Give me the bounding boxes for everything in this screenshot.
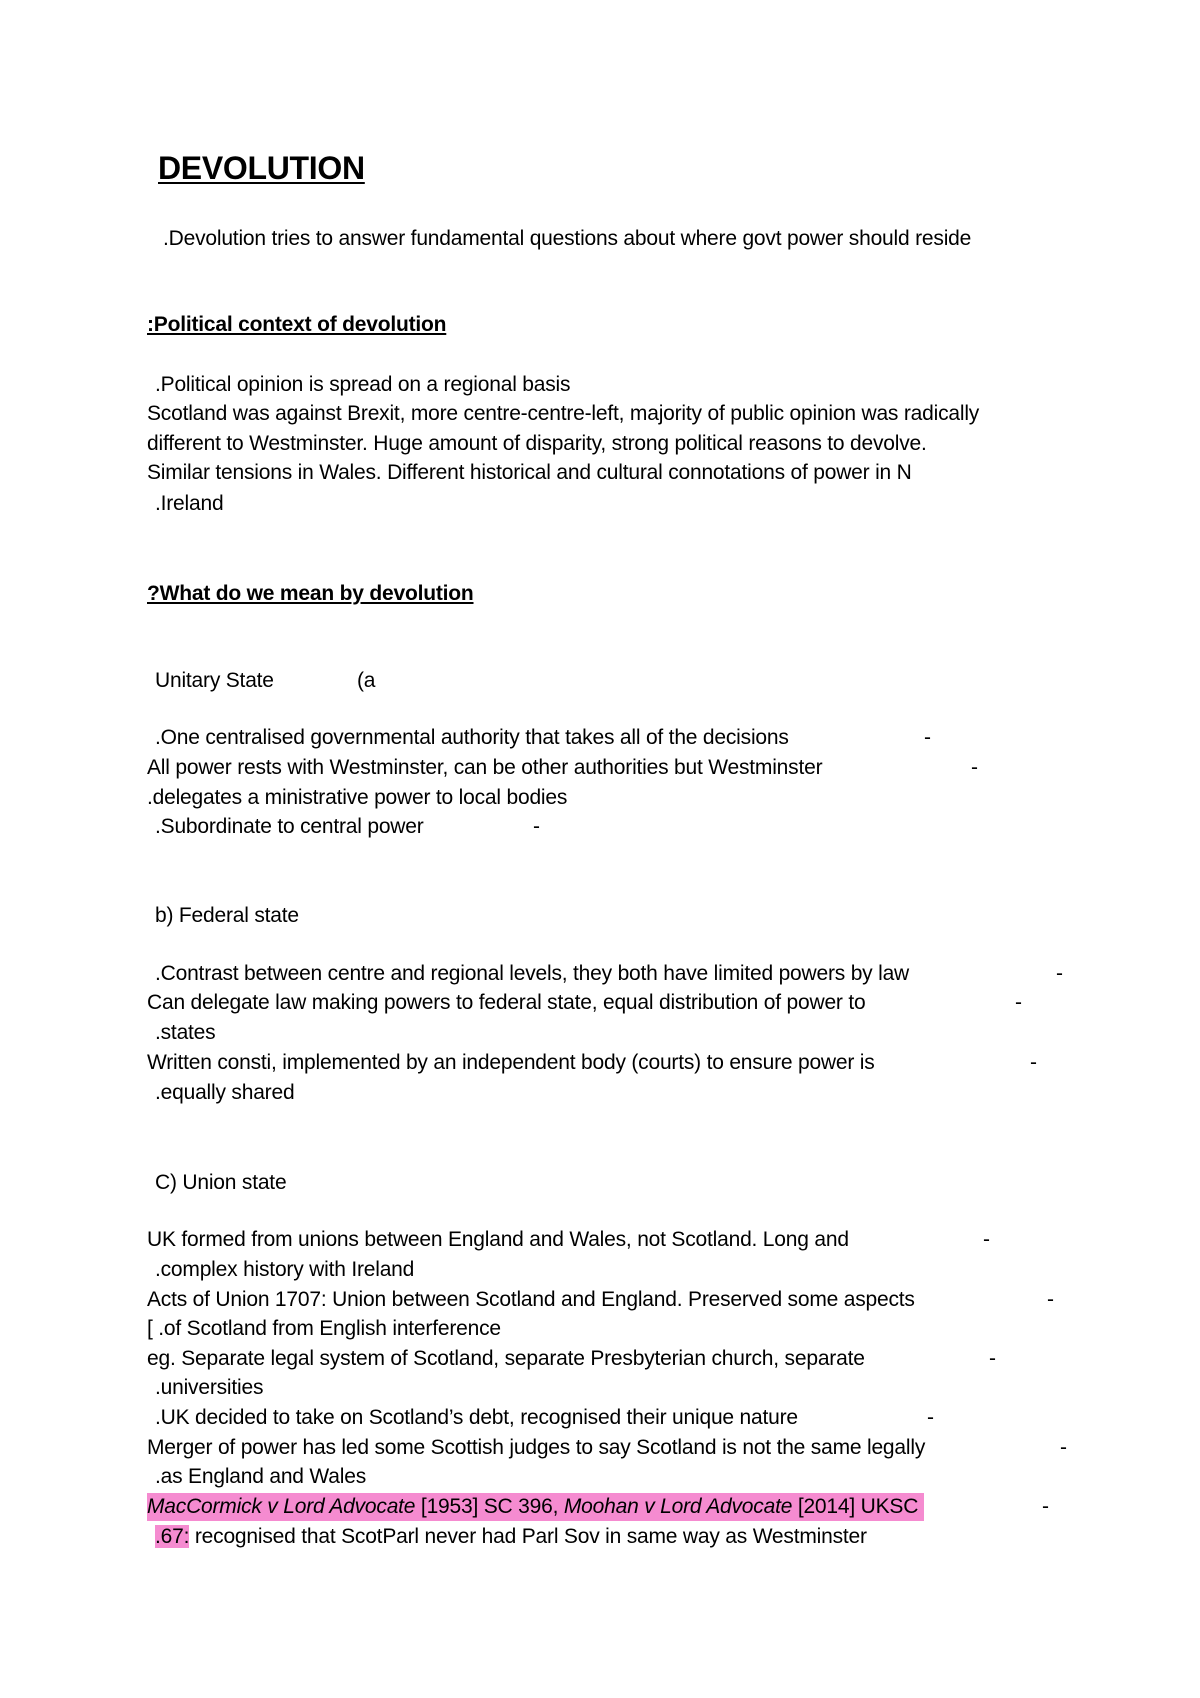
unitary-label: Unitary State: [155, 669, 274, 692]
meaning-heading: ?What do we mean by devolution: [147, 582, 474, 605]
political-context-heading: :Political context of devolution: [147, 313, 447, 336]
union-line-4: [ .of Scotland from English interference: [147, 1317, 501, 1340]
political-line-3: different to Westminster. Huge amount of disparity, strong political reasons to devolve.: [147, 432, 927, 455]
bullet-dash: -: [1060, 1436, 1067, 1459]
bullet-dash: -: [1047, 1288, 1054, 1311]
unitary-marker: (a: [357, 669, 376, 692]
case-name-maccormick: MacCormick v Lord Advocate: [147, 1495, 416, 1518]
bullet-dash: -: [1042, 1495, 1049, 1518]
federal-line-2: Can delegate law making powers to federal state, equal distribution of power to: [147, 991, 866, 1014]
federal-line-3: .states: [155, 1021, 216, 1044]
union-line-7: .UK decided to take on Scotland’s debt, recognised their unique nature: [155, 1406, 798, 1429]
unitary-line-4: .Subordinate to central power: [155, 815, 424, 838]
union-line-9: .as England and Wales: [155, 1465, 366, 1488]
union-line-8: Merger of power has led some Scottish judges to say Scotland is not the same legally: [147, 1436, 926, 1459]
union-line-2: .complex history with Ireland: [155, 1258, 415, 1281]
union-line-5: eg. Separate legal system of Scotland, separate Presbyterian church, separate: [147, 1347, 865, 1370]
political-line-1: .Political opinion is spread on a regional basis: [155, 373, 571, 396]
unitary-line-1: .One centralised governmental authority that takes all of the decisions: [155, 726, 789, 749]
bullet-dash: -: [533, 815, 540, 838]
unitary-line-2: All power rests with Westminster, can be other authorities but Westminster: [147, 756, 823, 779]
federal-label: b) Federal state: [155, 904, 299, 927]
federal-line-1: .Contrast between centre and regional levels, they both have limited powers by law: [155, 962, 910, 985]
union-line-1: UK formed from unions between England and Wales, not Scotland. Long and: [147, 1228, 849, 1251]
political-line-5: .Ireland: [155, 492, 224, 515]
case-name-moohan: Moohan v Lord Advocate: [563, 1495, 793, 1518]
bullet-dash: -: [1015, 991, 1022, 1014]
union-line-6: .universities: [155, 1376, 264, 1399]
bullet-dash: -: [983, 1228, 990, 1251]
case-citation-line: [147, 1493, 924, 1521]
case-cite-1953: [1953] SC 396,: [415, 1495, 564, 1518]
union-label: C) Union state: [155, 1171, 287, 1194]
federal-line-5: .equally shared: [155, 1081, 295, 1104]
document-title: DEVOLUTION: [158, 150, 365, 186]
bullet-dash: -: [989, 1347, 996, 1370]
political-line-4: Similar tensions in Wales. Different historical and cultural connotations of power in N: [147, 461, 912, 484]
bullet-dash: -: [1056, 962, 1063, 985]
case-conclusion-line: [155, 1523, 867, 1551]
federal-line-4: Written consti, implemented by an independent body (courts) to ensure power is: [147, 1051, 875, 1074]
bullet-dash: -: [924, 726, 931, 749]
case-cite-2014: [2014] UKSC: [792, 1495, 919, 1518]
case-paragraph-highlight: .67:: [155, 1525, 190, 1548]
intro-line: .Devolution tries to answer fundamental questions about where govt power should reside: [163, 227, 972, 250]
political-line-2: Scotland was against Brexit, more centre-centre-left, majority of public opinion was radically: [147, 402, 980, 425]
union-line-3: Acts of Union 1707: Union between Scotland and England. Preserved some aspects: [147, 1288, 915, 1311]
bullet-dash: -: [1030, 1051, 1037, 1074]
unitary-line-3: .delegates a ministrative power to local bodies: [147, 786, 568, 809]
bullet-dash: -: [927, 1406, 934, 1429]
case-conclusion-text: recognised that ScotParl never had Parl Sov in same way as Westminster: [189, 1525, 867, 1548]
bullet-dash: -: [971, 756, 978, 779]
